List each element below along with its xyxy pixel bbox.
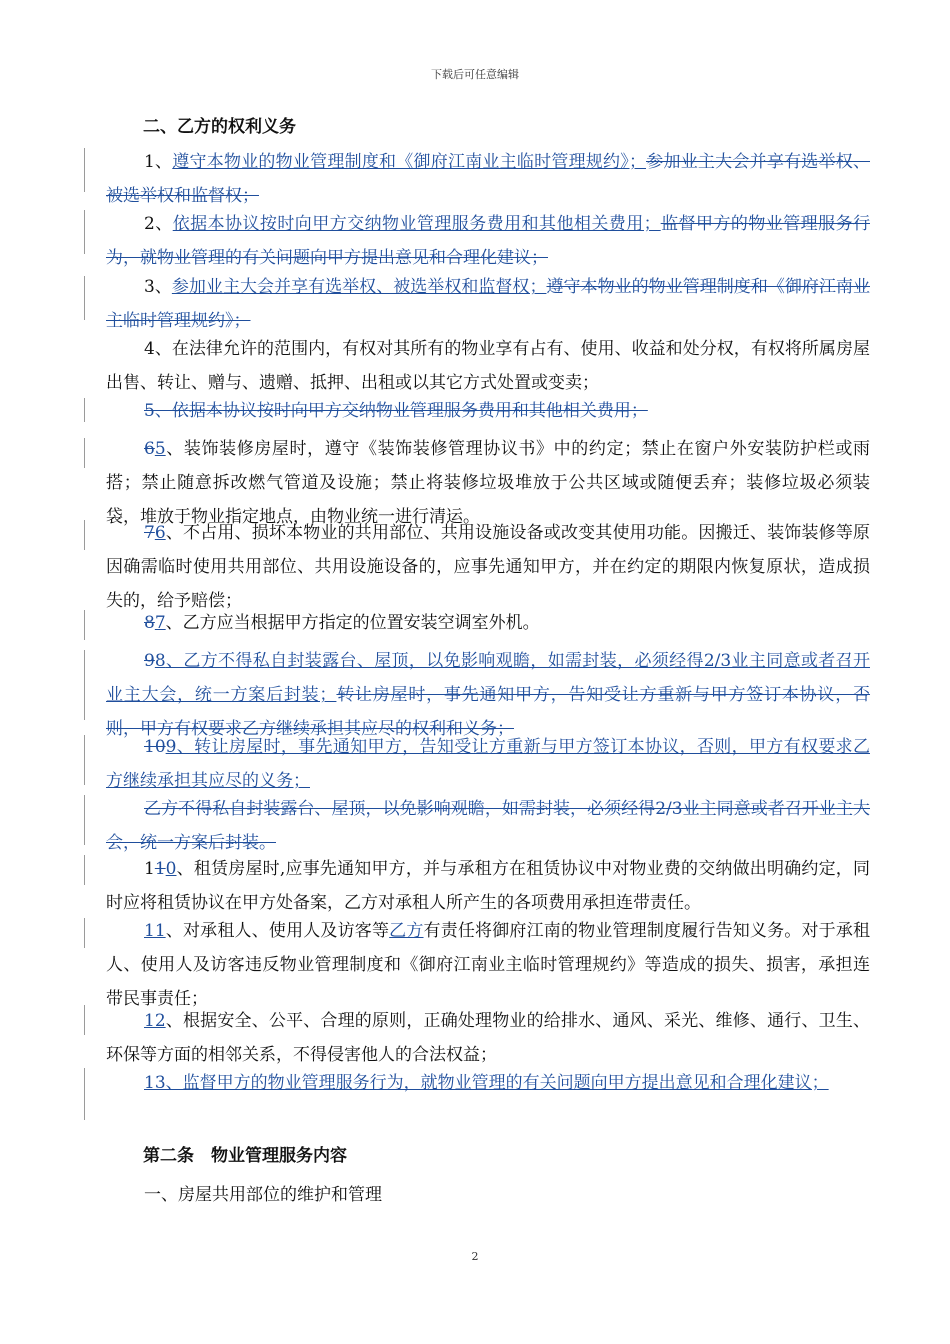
clause-10: 109、转让房屋时，事先通知甲方，告知受让方重新与甲方签订本协议，否则，甲方有权要求乙方继续承担其应尽的义务； — [106, 737, 870, 791]
section-title: 二、乙方的权利义务 — [143, 117, 296, 137]
change-bar — [84, 276, 86, 320]
deleted-text: 5、依据本协议按时向甲方交纳物业管理服务费用和其他相关费用； — [144, 401, 648, 421]
inserted-text: 乙方 — [389, 921, 424, 941]
inserted-text: 13、监督甲方的物业管理服务行为，就物业管理的有关问题向甲方提出意见和合理化建议； — [144, 1073, 829, 1093]
page-number: 2 — [471, 1250, 479, 1263]
clause-12: 11、对承租人、使用人及访客等乙方有责任将御府江南的物业管理制度履行告知义务。对于承租人、使用人及访客违反物业管理制度和《御府江南业主临时管理规约》等造成的损失、损害，承担连带民事责任； — [106, 921, 871, 1009]
clause-13: 12、根据安全、公平、合理的原则，正确处理物业的给排水、通风、采光、维修、通行、卫生、环保等方面的相邻关系，不得侵害他人的合法权益； — [106, 1011, 870, 1065]
clause-2: 2、依据本协议按时向甲方交纳物业管理服务费用和其他相关费用；监督甲方的物业管理服务行为，就物业管理的有关问题向甲方提出意见和合理化建议； — [106, 214, 870, 268]
article-title: 第二条 物业管理服务内容 — [143, 1146, 347, 1166]
change-bar — [84, 1068, 86, 1120]
clause-6: 65、装饰装修房屋时，遵守《装饰装修管理协议书》中的约定；禁止在窗户外安装防护栏或雨搭；禁止随意拆改燃气管道及设施；禁止将装修垃圾堆放于公共区域或随便丢弃；装修垃圾必须装袋，堆放于物业指定地点，由物业统一进行清运。 — [106, 439, 870, 527]
inserted-text: 、转让房屋时，事先通知甲方，告知受让方重新与甲方签订本协议，否则，甲方有权要求乙方继续承担其应尽的义务； — [106, 737, 870, 791]
change-bar — [84, 855, 86, 885]
change-bar — [84, 1005, 86, 1035]
inserted-text: 依据本协议按时向甲方交纳物业管理服务费用和其他相关费用； — [172, 214, 661, 234]
clause-8: 87、乙方应当根据甲方指定的位置安装空调室外机。 — [144, 613, 540, 633]
clause-9: 98、乙方不得私自封装露台、屋顶，以免影响观瞻，如需封装，必须经得2/3业主同意或者召开业主大会，统一方案后封装；转让房屋时，事先通知甲方，告知受让方重新与甲方签订本协议，否则，甲方有权要求乙方继续承担其应尽的权利和义务； — [106, 651, 871, 739]
clause-3: 3、参加业主大会并享有选举权、被选举权和监督权；遵守本物业的物业管理制度和《御府江南业主临时管理规约》； — [106, 277, 870, 331]
clause-14 — [106, 1066, 870, 1100]
deleted-text: 转让房屋时，事先通知甲方，告知受让方重新与甲方签订本协议，否则，甲方有权要求乙方继续承担其应尽的权利和义务； — [106, 685, 871, 739]
change-bar — [84, 148, 86, 192]
inserted-text: 、乙方不得私自封装露台、屋顶，以免影响观瞻，如需封装，必须经得2/3业主同意或者召开业主大会，统一方案后封装； — [106, 651, 870, 705]
deleted-text: 遵守本物业的物业管理制度和《御府江南业主临时管理规约》； — [106, 277, 870, 331]
change-bar — [84, 520, 86, 550]
change-bar — [84, 650, 86, 720]
sub-heading: 一、房屋共用部位的维护和管理 — [144, 1185, 382, 1205]
clause-1: 1、遵守本物业的物业管理制度和《御府江南业主临时管理规约》；参加业主大会并享有选举权、被选举权和监督权； — [106, 152, 870, 206]
change-bar — [84, 795, 86, 845]
clause-11: 110、租赁房屋时,应事先通知甲方，并与承租方在租赁协议中对物业费的交纳做出明确约定，同时应将租赁协议在甲方处备案，乙方对承租人所产生的各项费用承担连带责任。 — [106, 859, 870, 913]
inserted-text: 遵守本物业的物业管理制度和《御府江南业主临时管理规约》； — [172, 152, 646, 172]
change-bar — [84, 610, 86, 640]
change-bar — [84, 438, 86, 468]
change-bar — [84, 210, 86, 254]
change-bar — [84, 735, 86, 785]
deleted-text: 监督甲方的物业管理服务行为，就物业管理的有关问题向甲方提出意见和合理化建议； — [106, 214, 870, 268]
clause-5-deleted — [106, 394, 870, 428]
clause-7: 76、不占用、损坏本物业的共用部位、共用设施设备或改变其使用功能。因搬迁、装饰装修等原因确需临时使用共用部位、共用设施设备的，应事先通知甲方，并在约定的期限内恢复原状，造成损失的，给予赔偿； — [106, 523, 870, 611]
deleted-text: 乙方不得私自封装露台、屋顶，以免影响观瞻，如需封装，必须经得2/3业主同意或者召开业主大会，统一方案后封装。 — [106, 799, 870, 853]
page-header: 下载后可任意编辑 — [431, 68, 519, 81]
clause-4: 4、在法律允许的范围内，有权对其所有的物业享有占有、使用、收益和处分权，有权将所属房屋出售、转让、赠与、遗赠、抵押、出租或以其它方式处置或变卖； — [106, 339, 870, 393]
change-bar — [84, 398, 86, 422]
clause-10b-deleted — [106, 792, 870, 860]
change-bar — [84, 918, 86, 948]
inserted-text: 参加业主大会并享有选举权、被选举权和监督权； — [171, 277, 547, 297]
deleted-text: 参加业主大会并享有选举权、被选举权和监督权； — [106, 152, 870, 206]
